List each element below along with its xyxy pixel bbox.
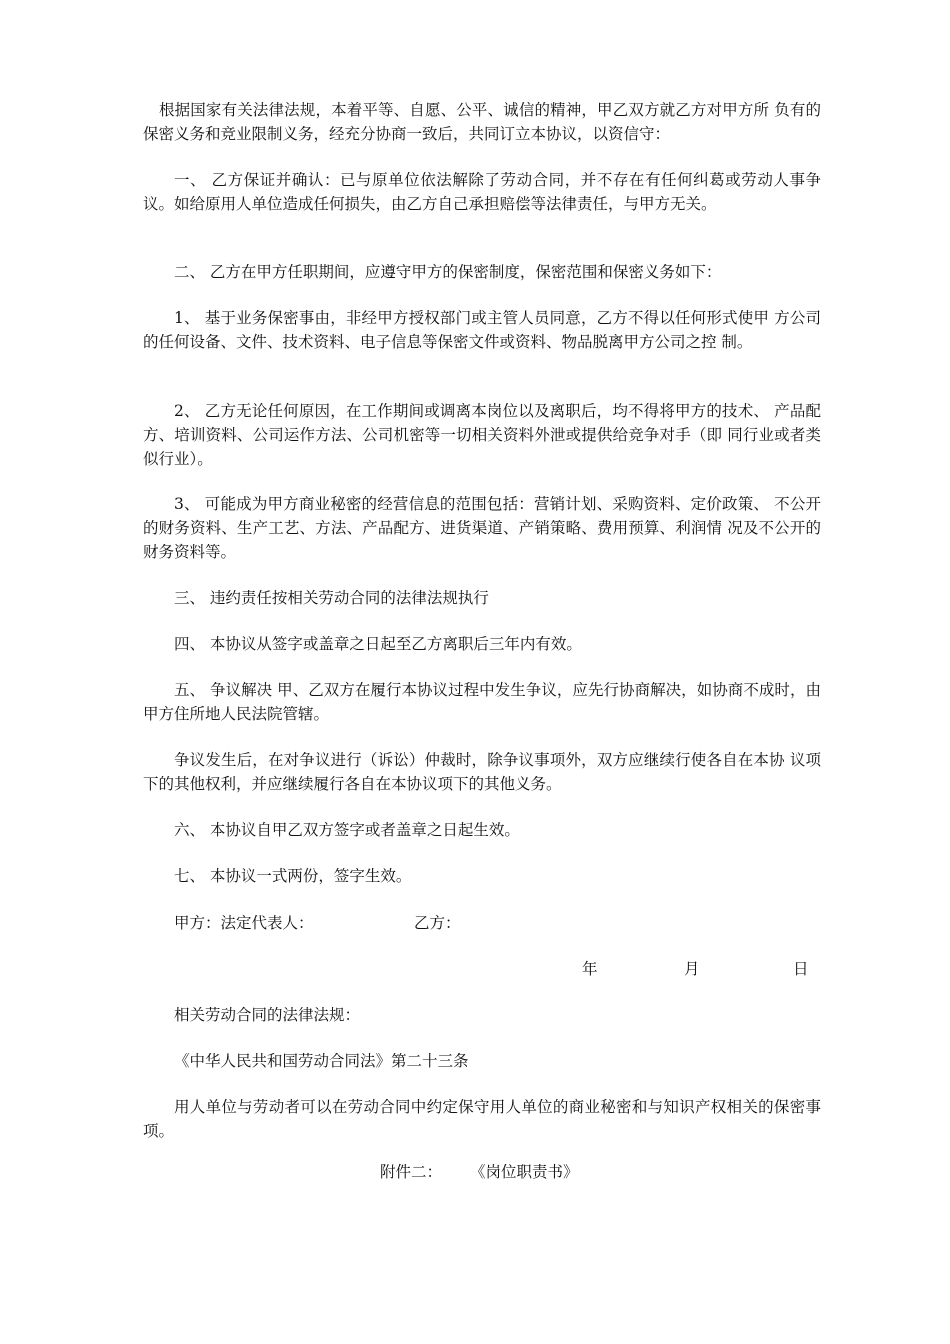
law-text: 用人单位与劳动者可以在劳动合同中约定保守用人单位的商业秘密和与知识产权相关的保密事项。 <box>143 1098 821 1140</box>
dispute-paragraph: 争议发生后，在对争议进行（诉讼）仲裁时，除争议事项外，双方应继续行使各自在本协 议项下的其他权利，并应继续履行各自在本协议项下的其他义务。 <box>143 751 821 793</box>
intro-paragraph: 根据国家有关法律法规，本着平等、自愿、公平、诚信的精神，甲乙双方就乙方对甲方所 负有的保密义务和竞业限制义务，经充分协商一致后，共同订立本协议，以资信守： <box>143 101 821 143</box>
laws-heading: 相关劳动合同的法律法规： <box>174 1006 361 1024</box>
clause-2-item-2: 2、 乙方无论任何原因，在工作期间或调离本岗位以及离职后，均不得将甲方的技术、 产品配方、培训资料、公司运作方法、公司机密等一切相关资料外泄或提供给竞争对手（即 同行业或者类似行业）。 <box>143 402 821 468</box>
date-day: 日 <box>793 960 809 978</box>
party-b-signature-label: 乙方： <box>414 914 461 932</box>
date-year: 年 <box>582 960 598 978</box>
clause-2-item-1: 1、 基于业务保密事由，非经甲方授权部门或主管人员同意，乙方不得以任何形式使甲 方公司的任何设备、文件、技术资料、电子信息等保密文件或资料、物品脱离甲方公司之控 制。 <box>143 309 821 351</box>
clause-1-paragraph: 一、 乙方保证并确认：已与原单位依法解除了劳动合同，并不存在有任何纠葛或劳动人事争议。如给原用人单位造成任何损失，由乙方自己承担赔偿等法律责任，与甲方无关。 <box>143 171 821 213</box>
clause-2-paragraph: 二、 乙方在甲方任职期间，应遵守甲方的保密制度，保密范围和保密义务如下： <box>174 263 722 281</box>
clause-6-paragraph: 六、 本协议自甲乙双方签字或者盖章之日起生效。 <box>174 821 520 839</box>
clause-7-paragraph: 七、 本协议一式两份，签字生效。 <box>174 867 412 885</box>
clause-2-item-3: 3、 可能成为甲方商业秘密的经营信息的范围包括：营销计划、采购资料、定价政策、 不公开的财务资料、生产工艺、方法、产品配方、进货渠道、产销策略、费用预算、利润情 况及不公开的财务资料等。 <box>143 495 821 561</box>
attachment-title: 《岗位职责书》 <box>470 1163 579 1181</box>
party-a-signature-label: 甲方：法定代表人： <box>174 914 314 932</box>
attachment-label: 附件二： <box>380 1163 443 1181</box>
date-month: 月 <box>684 960 700 978</box>
clause-4-paragraph: 四、 本协议从签字或盖章之日起至乙方离职后三年内有效。 <box>174 635 582 653</box>
clause-3-paragraph: 三、 违约责任按相关劳动合同的法律法规执行 <box>174 589 489 607</box>
law-title: 《中华人民共和国劳动合同法》第二十三条 <box>174 1052 469 1070</box>
clause-5-paragraph: 五、 争议解决 甲、乙双方在履行本协议过程中发生争议，应先行协商解决，如协商不成时，由甲方住所地人民法院管辖。 <box>143 681 821 723</box>
